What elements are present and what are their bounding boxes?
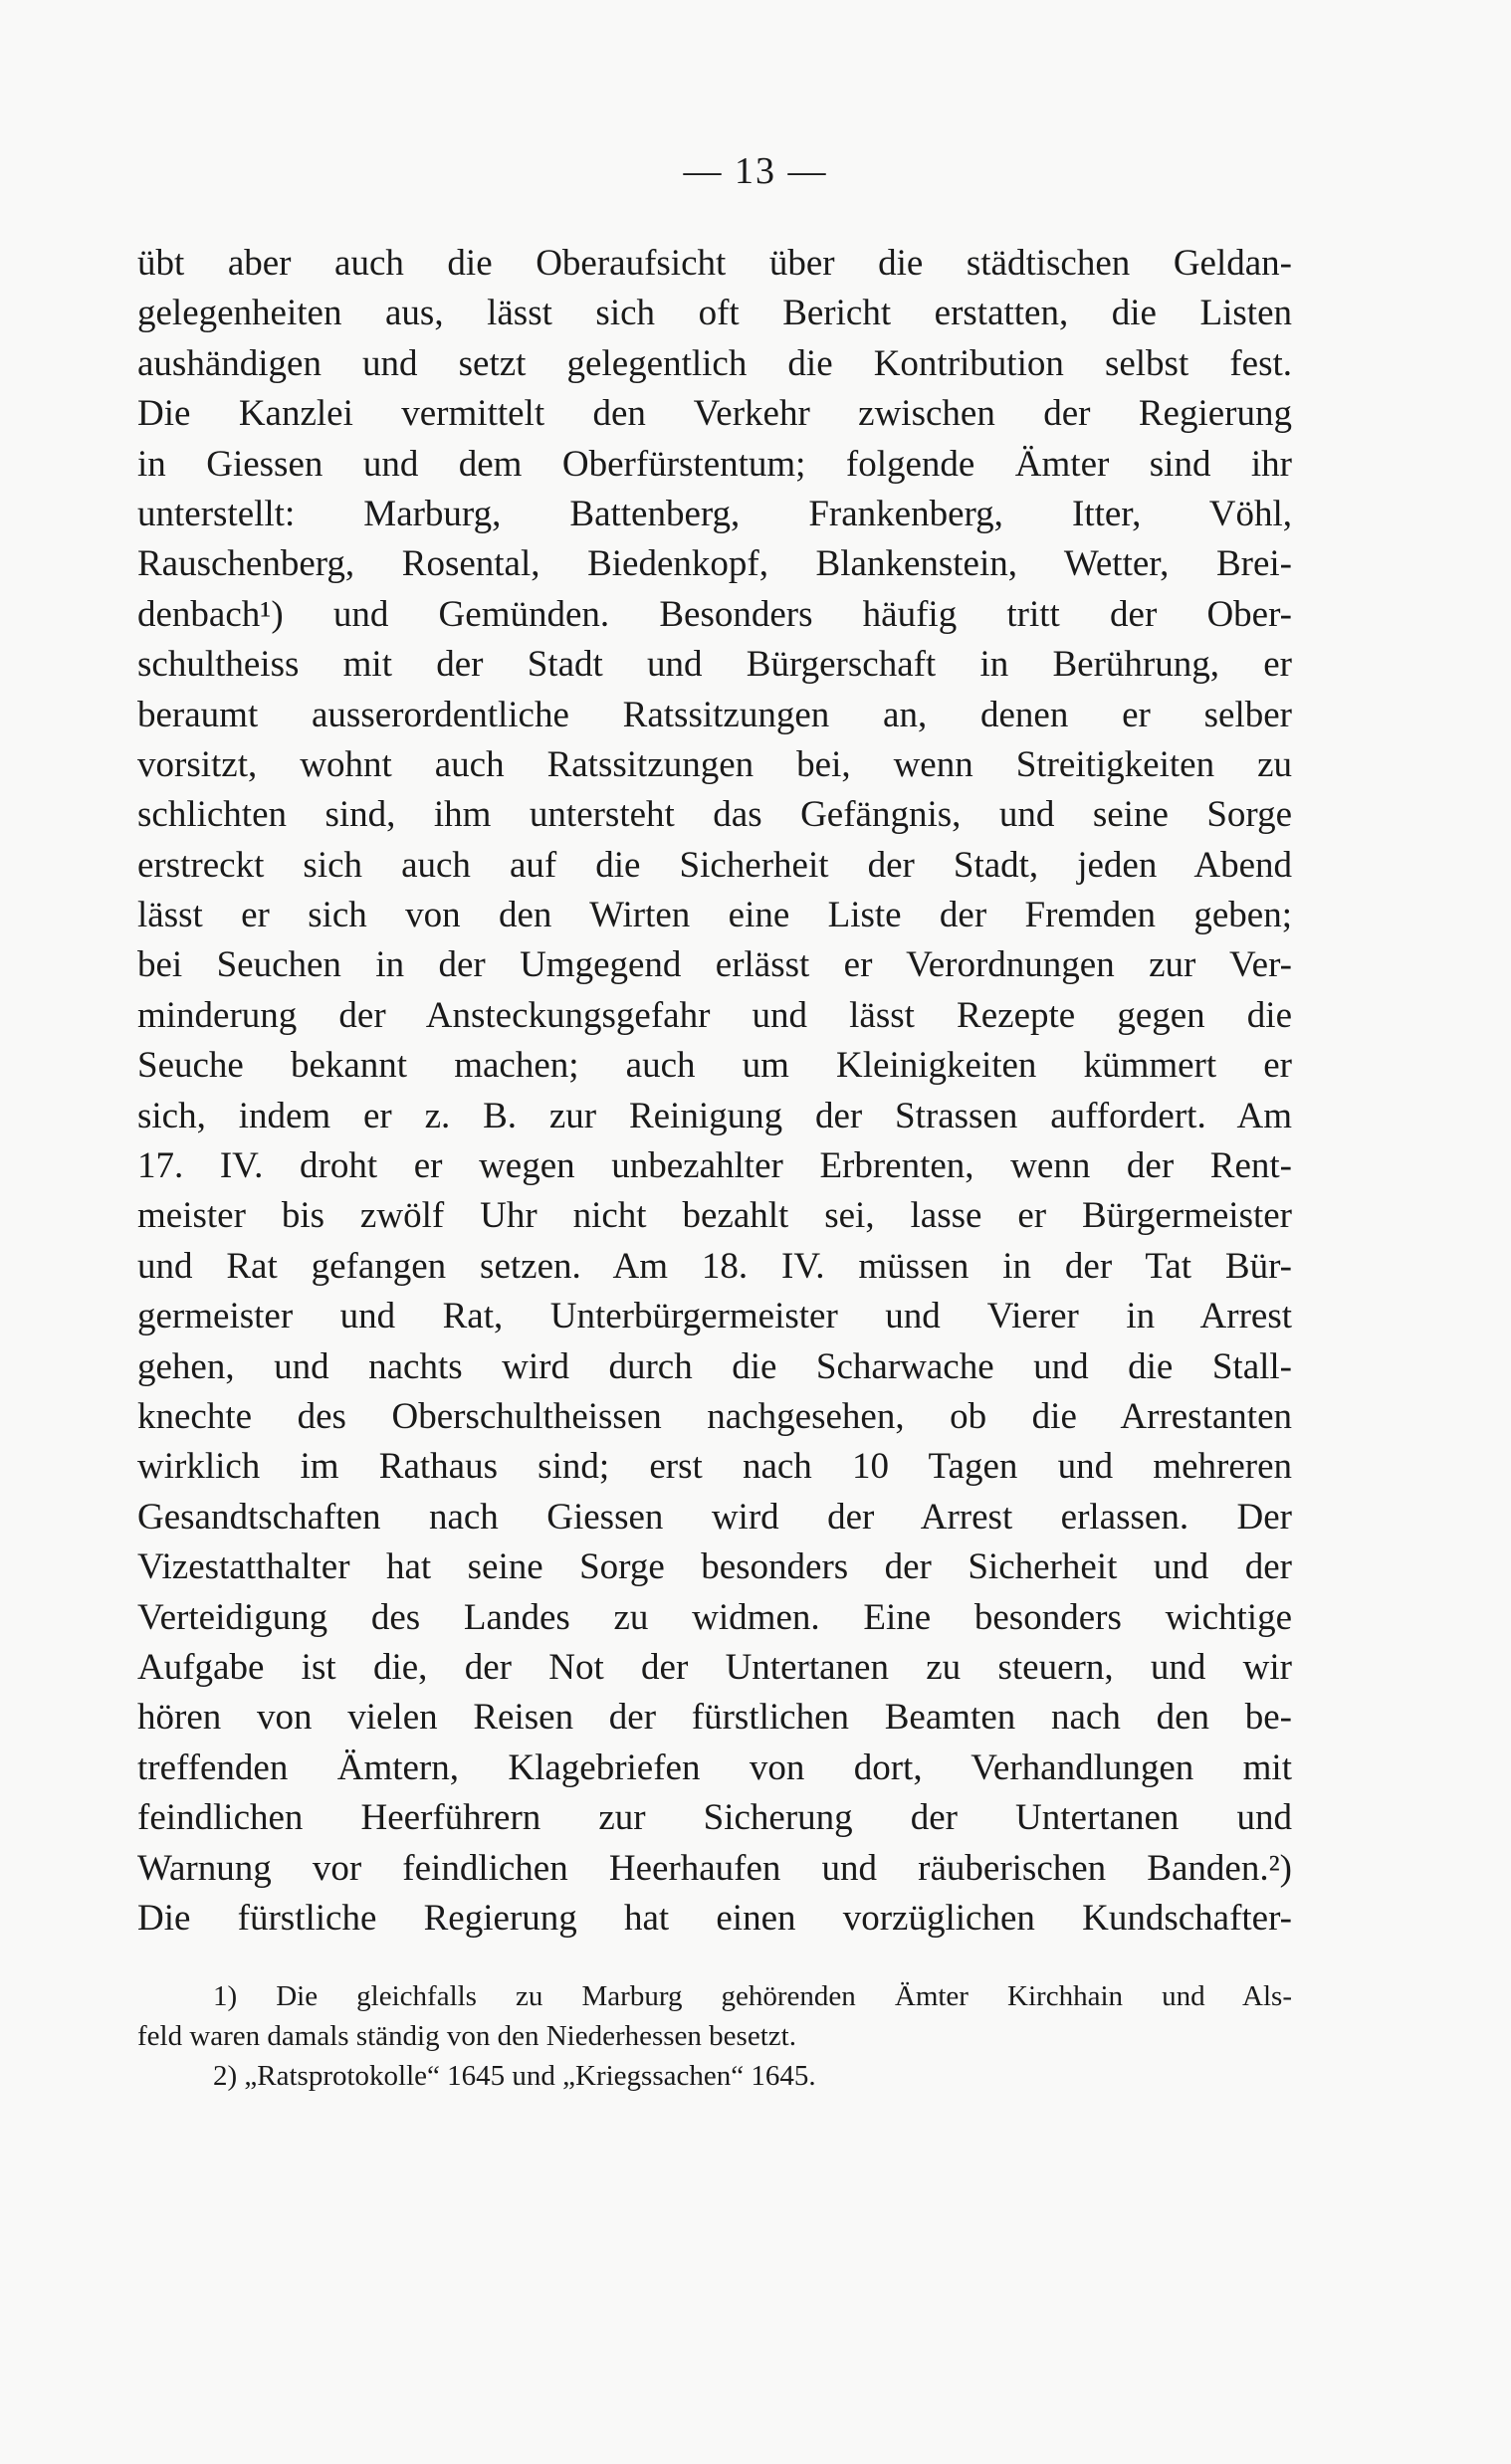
- text-line: germeister und Rat, Unterbürgermeister und Vierer in Arrest: [137, 1296, 1292, 1337]
- text-line: hören von vielen Reisen der fürstlichen Beamten nach den be-: [137, 1697, 1292, 1739]
- text-line: unterstellt: Marburg, Battenberg, Frankenberg, Itter, Vöhl,: [137, 493, 1292, 534]
- text-line: Vizestatthalter hat seine Sorge besonders der Sicherheit und der: [137, 1546, 1292, 1588]
- text-line: minderung der Ansteckungsgefahr und lässt Rezepte gegen die: [137, 994, 1292, 1036]
- text-line: Verteidigung des Landes zu widmen. Eine besonders wichtige: [137, 1596, 1292, 1638]
- text-line: feindlichen Heerführern zur Sicherung der Untertanen und: [137, 1797, 1292, 1839]
- text-line: gelegenheiten aus, lässt sich oft Bericht erstatten, die Listen: [137, 293, 1292, 334]
- text-line: 17. IV. droht er wegen unbezahlter Erbrenten, wenn der Rent-: [137, 1145, 1292, 1187]
- text-line: gehen, und nachts wird durch die Scharwache und die Stall-: [137, 1345, 1292, 1387]
- text-line: bei Seuchen in der Umgegend erlässt er Verordnungen zur Ver-: [137, 944, 1292, 986]
- text-line: knechte des Oberschultheissen nachgesehen, ob die Arrestanten: [137, 1395, 1292, 1437]
- text-line: treffenden Ämtern, Klagebriefen von dort, Verhandlungen mit: [137, 1746, 1292, 1788]
- text-line: lässt er sich von den Wirten eine Liste der Fremden geben;: [137, 895, 1292, 936]
- text-line: übt aber auch die Oberaufsicht über die städtischen Geldan-: [137, 243, 1292, 284]
- text-line: erstreckt sich auch auf die Sicherheit der Stadt, jeden Abend: [137, 844, 1292, 886]
- text-line: wirklich im Rathaus sind; erst nach 10 Tagen und mehreren: [137, 1446, 1292, 1488]
- footnote-2: 2) „Ratsprotokolle“ 1645 und „Kriegssachen“ 1645.: [213, 2060, 816, 2092]
- text-line: denbach¹) und Gemünden. Besonders häufig tritt der Ober-: [137, 593, 1292, 635]
- footnote-1-line-1: 1) Die gleichfalls zu Marburg gehörenden Ämter Kirchhain und Als-: [213, 1980, 1292, 2012]
- text-line: Warnung vor feindlichen Heerhaufen und räuberischen Banden.²): [137, 1847, 1292, 1889]
- text-line: sich, indem er z. B. zur Reinigung der Strassen auffordert. Am: [137, 1095, 1292, 1136]
- text-line: meister bis zwölf Uhr nicht bezahlt sei, lasse er Bürgermeister: [137, 1195, 1292, 1237]
- text-line: vorsitzt, wohnt auch Ratssitzungen bei, wenn Streitigkeiten zu: [137, 743, 1292, 785]
- footnote-1-line-2: feld waren damals ständig von den Niederhessen besetzt.: [137, 2020, 796, 2052]
- text-line: in Giessen und dem Oberfürstentum; folgende Ämter sind ihr: [137, 443, 1292, 485]
- page-number: — 13 —: [683, 150, 828, 192]
- text-line: schlichten sind, ihm untersteht das Gefängnis, und seine Sorge: [137, 794, 1292, 836]
- footnotes: [137, 1976, 1292, 2096]
- text-line: Aufgabe ist die, der Not der Untertanen zu steuern, und wir: [137, 1646, 1292, 1688]
- text-line: schultheiss mit der Stadt und Bürgerschaft in Berührung, er: [137, 644, 1292, 686]
- text-line: und Rat gefangen setzen. Am 18. IV. müssen in der Tat Bür-: [137, 1245, 1292, 1287]
- text-line: Seuche bekannt machen; auch um Kleinigkeiten kümmert er: [137, 1045, 1292, 1087]
- text-line: Gesandtschaften nach Giessen wird der Arrest erlassen. Der: [137, 1496, 1292, 1538]
- text-line: Die fürstliche Regierung hat einen vorzüglichen Kundschafter-: [137, 1897, 1292, 1939]
- text-line: beraumt ausserordentliche Ratssitzungen an, denen er selber: [137, 694, 1292, 735]
- text-line: Die Kanzlei vermittelt den Verkehr zwischen der Regierung: [137, 393, 1292, 435]
- body-text: [137, 239, 1292, 1944]
- text-line: aushändigen und setzt gelegentlich die Kontribution selbst fest.: [137, 342, 1292, 384]
- text-line: Rauschenberg, Rosental, Biedenkopf, Blankenstein, Wetter, Brei-: [137, 543, 1292, 585]
